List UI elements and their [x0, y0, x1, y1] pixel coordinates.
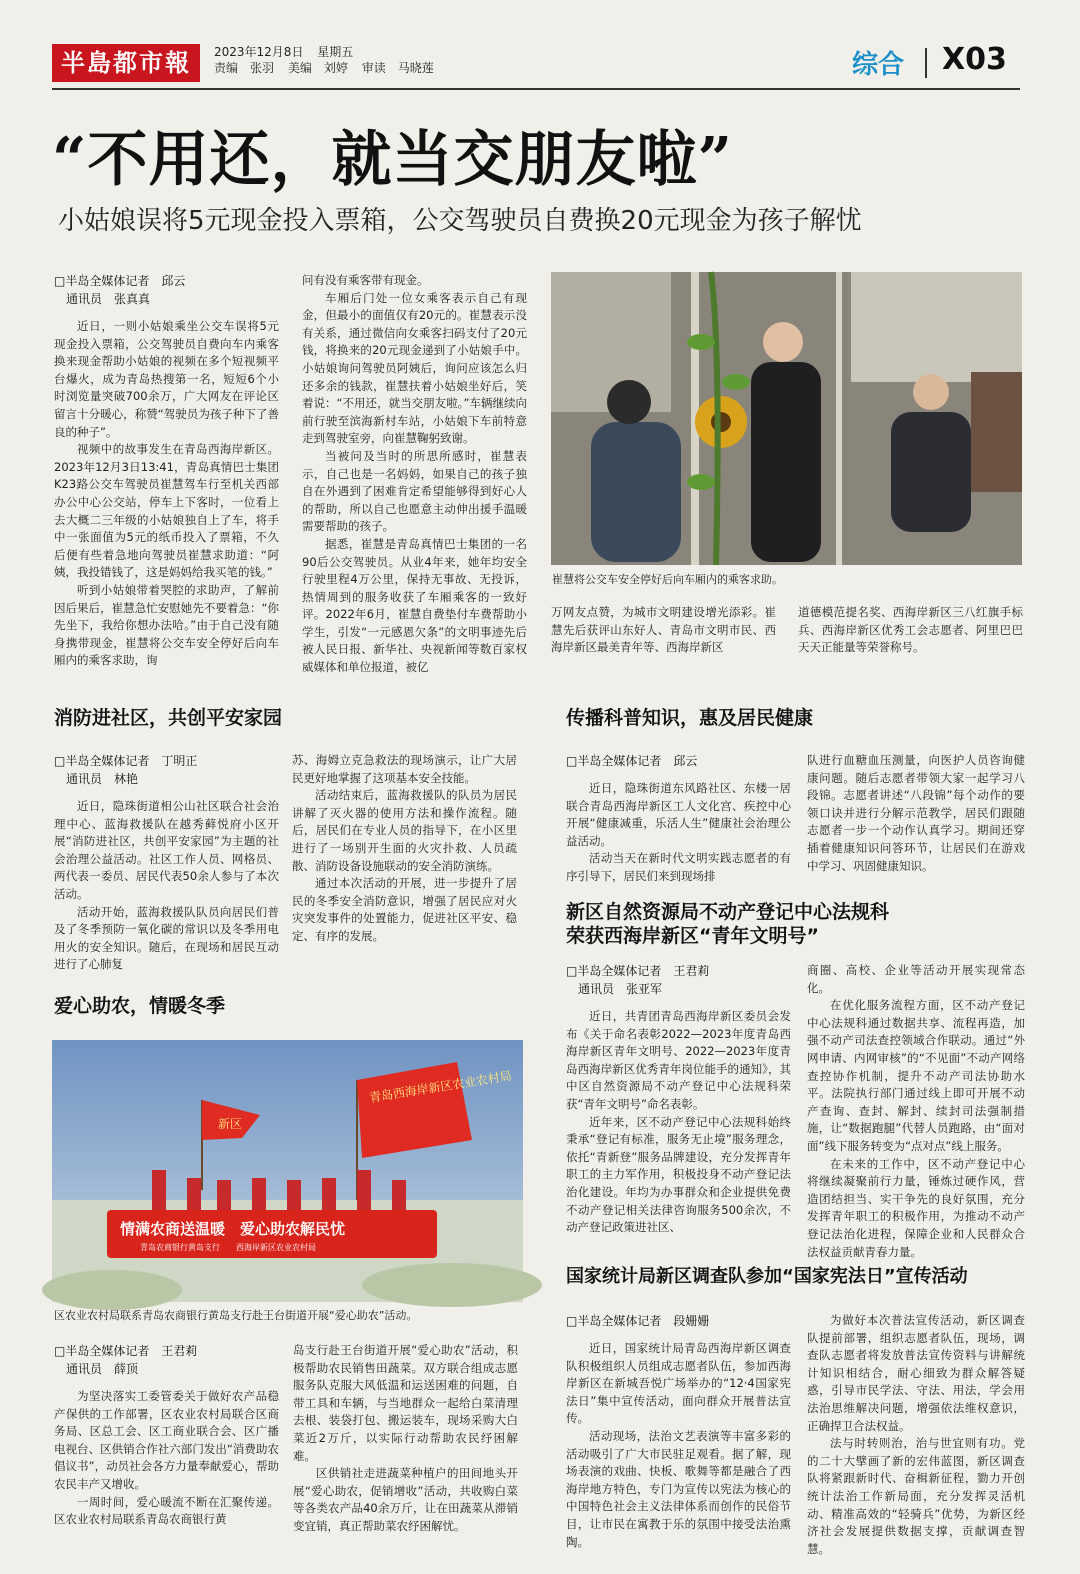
- realty-reporter: □半岛全媒体记者 王君莉: [566, 964, 710, 978]
- flag-1-text: 新区: [218, 1117, 243, 1131]
- fire-column-1: [54, 798, 279, 972]
- lead-column-1: [54, 318, 279, 668]
- paragraph: 活动开始，蓝海救援队队员向居民们普及了冬季预防一氧化碳的常识以及冬季用电用火的安全知识。随后，在现场和居民互动进行了心肺复: [54, 904, 279, 972]
- stats-title: 国家统计局新区调查队参加“国家宪法日”宣传活动: [566, 1266, 968, 1287]
- editor-credit: 责编 张羽: [214, 61, 275, 75]
- paragraph: 近日，国家统计局青岛西海岸新区调查队积极组织人员组成志愿者队伍，参加西海岸新区在新城吾悦广场举办的“12·4国家宪法日”集中宣传活动，面向群众开展普法宣传。: [566, 1341, 791, 1426]
- paragraph: 一周时间，爱心暖流不断在汇聚传递。区农业农村局联系青岛农商银行黄: [54, 1494, 279, 1527]
- lead-column-3: [551, 604, 776, 656]
- realty-title-line-1: 新区自然资源局不动产登记中心法规科: [566, 901, 890, 923]
- science-byline: □半岛全媒体记者 邱云: [566, 754, 698, 768]
- banner-text: 情满农商送温暖 爱心助农解民忧: [120, 1220, 346, 1238]
- farm-photo-caption: 区农业农村局联系青岛农商银行黄岛支行赴王台街道开展“爱心助农”活动。: [54, 1309, 418, 1322]
- flag-2-text: 青岛西海岸新区农业农村局: [368, 1068, 513, 1105]
- lead-correspondent: 通讯员 张真真: [66, 292, 151, 306]
- paragraph: 道德模范提名奖、西海岸新区三八红旗手标兵、西海岸新区优秀工会志愿者、阿里巴巴天天正能量等荣誉称号。: [798, 605, 1023, 655]
- farm-reporter: □半岛全媒体记者 王君莉: [54, 1344, 198, 1358]
- section-divider: [925, 48, 927, 78]
- fire-column-2: [292, 752, 517, 968]
- realty-correspondent: 通讯员 张亚军: [578, 982, 663, 996]
- lead-column-4: [798, 604, 1023, 656]
- paragraph: 问有没有乘客带有现金。: [302, 273, 429, 287]
- science-column-1: [566, 780, 791, 882]
- paragraph: 为坚决落实工委管委关于做好农产品稳产保供的工作部署，区农业农村局联合区商务局、区总工会、区工商业联合会、区广播电视台、区供销合作社六部门发出“消费助农倡议书”，动员社会各方力量奉献爱心，帮助农民丰产又增收。: [54, 1389, 279, 1491]
- paragraph: 商圈、高校、企业等活动开展实现常态化。: [807, 963, 1025, 995]
- bus-photo-caption: 崔慧将公交车安全停好后向车厢内的乘客求助。: [552, 573, 783, 586]
- fire-correspondent: 通讯员 林艳: [66, 772, 139, 786]
- paragraph: 车厢后门处一位女乘客表示自己有现金，但最小的面值仅有20元的。崔慧表示没有关系，通过微信向女乘客扫码支付了20元钱，将换来的20元现金递到了小姑娘手中。小姑娘询问驾驶员阿姨后，询问应该怎么归还多余的钱款，崔慧扶着小姑娘坐好后，笑着说：“不用还，就当交朋友啦。”车辆继续向前行驶至滨海新村车站，小姑娘下车前特意走到驾驶室旁，向崔慧鞠躬致谢。: [302, 290, 527, 446]
- paragraph: 听到小姑娘带着哭腔的求助声，了解前因后果后，崔慧急忙安慰她先不要着急：“你先坐下，我给你想办法哈。”由于自己没有随身携带现金，崔慧将公交车安全停好后向车厢内的乘客求助，询: [54, 582, 279, 668]
- paragraph: 视频中的故事发生在青岛西海岸新区。2023年12月3日13:41，青岛真情巴士集团K23路公交车驾驶员崔慧驾车行至机关西部办公中心公交站，停车上下客时，一位看上去大概二三年级的小姑娘独自上了车，将手中一张面值为5元的纸币投入了票箱，不久后便有些着急地向驾驶员崔慧求助道：“阿姨，我投错钱了，这是妈妈给我买笔的钱。”: [54, 442, 279, 580]
- paragraph: 苏、海姆立克急救法的现场演示，让广大居民更好地掌握了这项基本安全技能。: [292, 753, 517, 785]
- farm-photo: [52, 1040, 523, 1302]
- lead-headline: “不用还，就当交朋友啦”: [52, 125, 734, 195]
- paragraph: 近日，隐珠街道东风路社区、东楼一居联合青岛西海岸新区工人文化宫、疾控中心开展“健康减重，乐活人生”健康社会治理公益活动。: [566, 781, 791, 848]
- science-title: 传播科普知识，惠及居民健康: [566, 707, 814, 729]
- paragraph: 法与时转则治，治与世宜则有功。党的二十大擘画了新的宏伟蓝图，新区调查队将紧跟新时代、奋楫新征程，勠力开创统计法治工作新局面，充分发挥灵活机动、精准高效的“轻骑兵”优势，为新区经济社会发展提供数据支撑，贡献调查智慧。: [807, 1436, 1025, 1556]
- lead-reporter: □半岛全媒体记者 邱云: [54, 274, 186, 288]
- paragraph: 岛支行赴王台街道开展“爱心助农”活动，积极帮助农民销售田蔬菜。双方联合组成志愿服务队克服大风低温和运送困难的问题，自带工具和车辆，与当地群众一起给白菜清理去根、装袋打包、搬运装车，现场采购大白菜近2万斤，以实际行动帮助农民纾困解难。: [293, 1343, 518, 1463]
- paragraph: 通过本次活动的开展，进一步提升了居民的冬季安全消防意识，增强了居民应对火灾突发事件的处置能力，促进社区平安、稳定、有序的发展。: [292, 876, 517, 943]
- issue-weekday: 星期五: [317, 45, 354, 59]
- masthead-info: [214, 44, 444, 76]
- lead-column-2: [302, 272, 527, 675]
- fire-reporter: □半岛全媒体记者 丁明正: [54, 754, 198, 768]
- paragraph: 为做好本次普法宣传活动，新区调查队提前部署，组织志愿者队伍，现场，调查队志愿者将发放普法宣传资料与讲解统计知识相结合，耐心细致为群众解答疑惑，引导市民学法、守法、用法，学会用法治思维解决问题，增强依法维权意识，正确捍卫合法权益。: [807, 1313, 1025, 1433]
- realty-byline: [566, 962, 791, 998]
- realty-title-line-2: 荣获西海岸新区“青年文明号”: [566, 925, 819, 947]
- fire-byline: [54, 752, 289, 788]
- realty-column-1: [566, 1008, 791, 1235]
- paragraph: 在优化服务流程方面，区不动产登记中心法规科通过数据共享、流程再造，加强不动产司法查控领域合作联动。通过“外网申请、内网审核”的“不见面”不动产网络查控协作机制，提升不动产司法协助水平。法院执行部门通过线上即可开展不动产查询、查封、解封、续封司法强制措施，让“数据跑腿”代替人员跑路，由“面对面”线下服务转变为“点对点”线上服务。: [807, 998, 1025, 1153]
- farm-column-1: [54, 1388, 279, 1556]
- farm-field-illustration: [52, 1040, 523, 1302]
- paragraph: 万网友点赞，为城市文明建设增光添彩。崔慧先后获评山东好人、青岛市文明市民、西海岸新区最美青年等、西海岸新区: [551, 605, 776, 655]
- issue-date: 2023年12月8日: [214, 45, 304, 59]
- stats-column-2: [807, 1312, 1025, 1556]
- paragraph: 近日，隐珠街道相公山社区联合社会治理中心、蓝海救援队在越秀藓悦府小区开展“消防进社区，共创平安家园”为主题的社会治理公益活动。社区工作人员、网格员、两代表一委员、居民代表50余人参与了本次活动。: [54, 799, 279, 901]
- paragraph: 近年来，区不动产登记中心法规科始终秉承“登记有标准，服务无止境”服务理念，依托“青新登”服务品牌建设，充分发挥青年职工的主力军作用，积极投身不动产登记法治化建设。年均为办事群众和企业提供免费不动产登记相关法律咨询服务500余次，不动产登记政策进社区、: [566, 1114, 791, 1235]
- paragraph: 活动结束后，蓝海救援队的队员为居民讲解了灭火器的使用方法和操作流程。随后，居民们在专业人员的指导下，在小区里进行了一场别开生面的火灾扑救、人员疏散、消防设备设施联动的安全消防演练。: [292, 788, 517, 873]
- farm-correspondent: 通讯员 薛顶: [66, 1362, 139, 1376]
- paragraph: 近日，一则小姑娘乘坐公交车误将5元现金投入票箱，公交驾驶员自费向车内乘客换来现金帮助小姑娘的视频在多个短视频平台爆火，成为青岛热搜第一名，短短6个小时浏览量突破700余万，广大网友在评论区留言十分暖心，称赞“驾驶员为孩子种下了善良的种子”。: [54, 319, 279, 439]
- section-name: 综合: [852, 50, 905, 80]
- farm-byline: [54, 1342, 289, 1378]
- realty-column-2: [807, 962, 1025, 1259]
- stats-byline: □半岛全媒体记者 段姗姗: [566, 1314, 710, 1328]
- lead-subhead: 小姑娘误将5元现金投入票箱，公交驾驶员自费换20元现金为孩子解忧: [58, 206, 862, 236]
- farm-column-2: [293, 1342, 518, 1556]
- fire-title: 消防进社区，共创平安家园: [54, 707, 283, 729]
- lead-byline: [54, 272, 289, 308]
- paragraph: 据悉，崔慧是青岛真情巴士集团的一名90后公交驾驶员。从业4年来，她年均安全行驶里程4万公里，保持无事故、无投诉，热情周到的服务收获了车厢乘客的一致好评。2022年6月，崔慧自费垫付车费帮助小学生，引发“一元感恩欠条”的文明事迹先后被人民日报、新华社、央视新闻等数百家权威媒体和单位报道，被亿: [302, 536, 527, 675]
- paragraph: 区供销社走进蔬菜种植户的田间地头开展“爱心助农，促销增收”活动，共收购白菜等各类农产品40余万斤，让在田蔬菜从滞销变宜销，真正帮助菜农纾困解忧。: [293, 1466, 518, 1533]
- banner-subtext: 青岛农商银行黄岛支行 西海岸新区农业农村局: [140, 1243, 316, 1252]
- stats-column-1: [566, 1340, 791, 1556]
- masthead-rule: [52, 88, 1020, 90]
- science-column-2: [807, 752, 1025, 882]
- paragraph: 近日，共青团青岛西海岸新区委员会发布《关于命名表彰2022—2023年度青岛西海岸新区青年文明号、2022—2023年度青岛西海岸新区优秀青年岗位能手的通知》，其中区自然资源局不动产登记中心法规科荣获“青年文明号”命名表彰。: [566, 1009, 791, 1111]
- page-number: X03: [942, 42, 1007, 77]
- designer-credit: 美编 刘婷: [287, 61, 348, 75]
- realty-title: [566, 900, 889, 948]
- paragraph: 队进行血糖血压测量，向医护人员咨询健康问题。随后志愿者带领大家一起学习八段锦。志愿者讲述“八段锦”每个动作的要领口诀并进行分解示范教学，居民们跟随志愿者一步一个动作认真学习。期间还穿插着健康知识问答环节，让居民们在游戏中学习、巩固健康知识。: [807, 753, 1025, 873]
- farm-title: 爱心助农，情暖冬季: [54, 995, 226, 1017]
- paragraph: 活动现场，法治文艺表演等丰富多彩的活动吸引了广大市民驻足观看。据了解，现场表演的戏曲、快板、歌舞等都是融合了西海岸地方特色，专门为宣传以宪法为核心的中国特色社会主义法律体系而创作的民俗节目，让市民在寓教于乐的氛围中接受法治熏陶。: [566, 1428, 791, 1549]
- paragraph: 活动当天在新时代文明实践志愿者的有序引导下，居民们来到现场排: [566, 851, 791, 883]
- reviewer-credit: 审读 马晓莲: [361, 61, 434, 75]
- paragraph: 在未来的工作中，区不动产登记中心将继续凝聚前行力量，锤炼过硬作风，营造团结担当、实干争先的良好氛围，充分发挥青年职工的积极作用，为推动不动产登记法治化进程，保障企业和人民群众合法权益贡献青春力量。: [807, 1156, 1025, 1259]
- bus-interior-illustration: [551, 272, 1022, 565]
- newspaper-logo: 半島都市報: [52, 44, 200, 82]
- bus-photo: [551, 272, 1022, 565]
- paragraph: 当被问及当时的所思所感时，崔慧表示，自己也是一名妈妈，如果自己的孩子独自在外遇到了困难肯定希望能够得到好心人的帮助，所以自己也愿意主动伸出援手温暖需要帮助的孩子。: [302, 448, 527, 534]
